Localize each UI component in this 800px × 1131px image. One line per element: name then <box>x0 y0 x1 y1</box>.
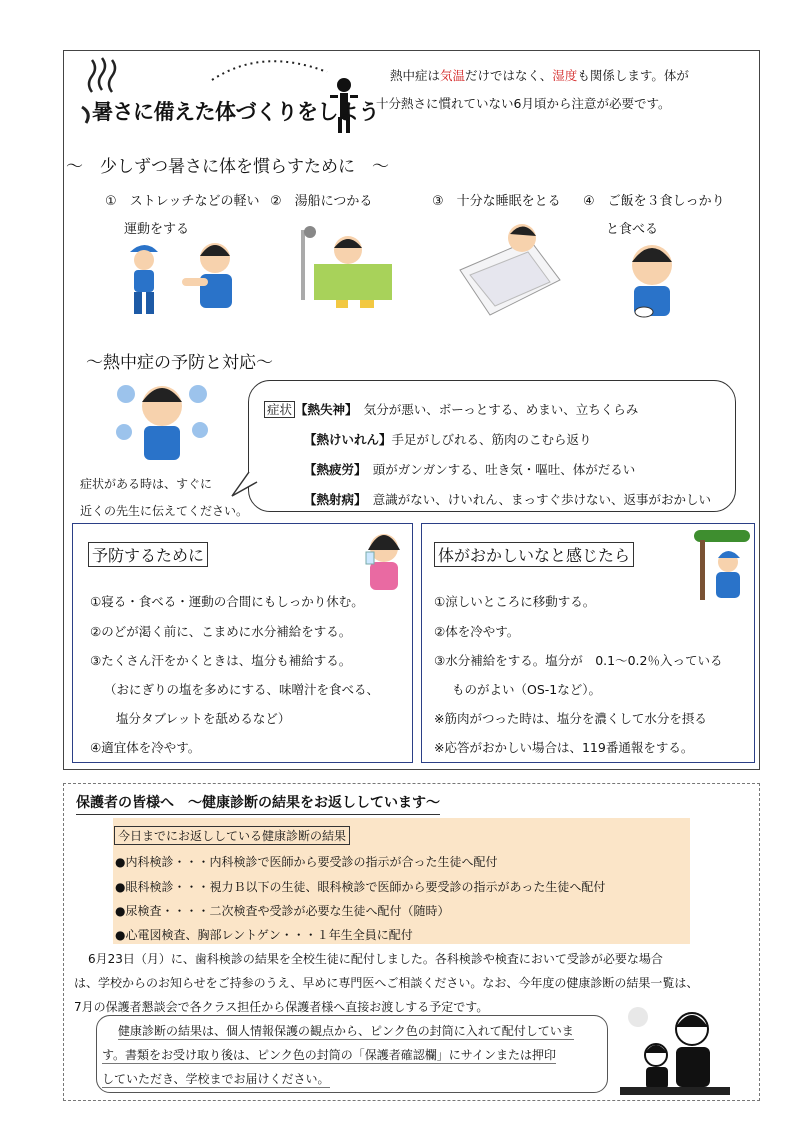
symptom-row-1: 症状 【熱失神】 気分が悪い、ボーっとする、めまい、立ちくらみ <box>264 400 638 418</box>
notice-paragraph-line-3: 7月の保護者懇談会で各クラス担任から保護者様へ直接お渡しする予定です。 <box>74 1000 489 1014</box>
results-box-heading: 今日までにお返ししている健康診断の結果 <box>114 826 350 845</box>
response-line-4: ものがよい（OS-1など）。 <box>452 682 601 697</box>
side-note-line-2: 近くの先生に伝えてください。 <box>80 504 249 518</box>
intro-line-1: 熱中症は気温だけではなく、湿度も関係します。体が <box>390 68 689 83</box>
results-item-4: ●心電図検査、胸部レントゲン・・・１年生全員に配付 <box>115 928 413 942</box>
shower-icon <box>301 226 316 300</box>
boy-stretching-icon <box>182 243 232 308</box>
response-title: 体がおかしいなと感じたら <box>434 542 634 567</box>
response-line-6: ※応答がおかしい場合は、119番通報をする。 <box>434 740 694 755</box>
prevention-line-3: ③たくさん汗をかくときは、塩分も補給する。 <box>90 653 352 668</box>
symptom-row-2: 【熱けいれん】手足がしびれる、筋肉のこむら返り <box>304 432 592 447</box>
response-line-5: ※筋肉がつった時は、塩分を濃くして水分を摂る <box>434 711 707 726</box>
boy-bathing-icon <box>314 236 392 308</box>
girl-drinking-icon <box>360 530 408 592</box>
prevention-title: 予防するために <box>88 542 208 567</box>
dotted-arc <box>212 61 327 80</box>
prevention-line-2: ②のどが渇く前に、こまめに水分補給をする。 <box>90 624 352 639</box>
symptom-tag: 症状 <box>264 401 295 418</box>
acclimation-item-4: ④ ご飯を３食しっかり <box>583 194 725 209</box>
notice-paragraph-line-1: 6月23日（月）に、歯科検診の結果を全校生徒に配付しました。各科検診や検査において受診が必要な場合 <box>88 952 663 966</box>
heat-wave-icon <box>89 58 115 92</box>
acclimation-item-1: ① ストレッチなどの軽い <box>105 194 260 209</box>
acclimation-item-1-cont: 運動をする <box>124 222 190 237</box>
resting-boy-icon <box>694 530 750 606</box>
prevention-line-6: ④適宜体を冷やす。 <box>90 740 201 755</box>
stretch-illustration <box>120 238 250 320</box>
bath-illustration <box>296 222 396 312</box>
privacy-note-line-1: 健康診断の結果は、個人情報保護の観点から、ピンク色の封筒に入れて配付していま <box>118 1024 574 1038</box>
privacy-note-line-2: す。書類をお受け取り後は、ピンク色の封筒の「保護者確認欄」にサインまたは押印 <box>102 1048 556 1062</box>
sleep-illustration <box>450 220 565 320</box>
prevention-line-4: （おにぎりの塩を多めにする、味噌汁を食べる、 <box>104 682 380 697</box>
parent-and-child-icon <box>620 1007 730 1095</box>
prevention-line-1: ①寝る・食べる・運動の合間にもしっかり休む。 <box>90 594 364 609</box>
boy-walking-icon <box>130 245 158 314</box>
sick-boy-illustration <box>112 374 212 464</box>
bubble-tail <box>230 470 260 500</box>
response-line-2: ②体を冷やす。 <box>434 624 520 639</box>
symptom-row-4: 【熱射病】 意識がない、けいれん、まっすぐ歩けない、返事がおかしい <box>304 492 712 507</box>
results-item-1: ●内科検診・・・内科検診で医師から要受診の指示が合った生徒へ配付 <box>115 855 498 869</box>
acclimation-item-2: ② 湯船につかる <box>270 194 373 209</box>
symptom-row-3: 【熱疲労】 頭がガンガンする、吐き気・嘔吐、体がだるい <box>304 462 636 477</box>
intro-line-2: 十分熱さに慣れていない6月頃から注意が必要です。 <box>376 96 671 111</box>
privacy-note-line-3: していただき、学校までお届けください。 <box>102 1072 330 1086</box>
prevention-line-5: 塩分タブレットを舐めるなど） <box>116 711 291 726</box>
page-title: 暑さに備えた体づくりをしよう <box>92 100 379 124</box>
results-item-3: ●尿検査・・・・二次検査や受診が必要な生徒へ配付（随時） <box>115 904 450 918</box>
eating-illustration <box>622 240 682 320</box>
response-line-1: ①涼しいところに移動する。 <box>434 594 596 609</box>
results-item-2: ●眼科検診・・・視力Ｂ以下の生徒、眼科検診で医師から要受診の指示があった生徒へ配付 <box>115 880 606 894</box>
heatstroke-heading: ～熱中症の予防と対応～ <box>86 353 273 373</box>
response-line-3: ③水分補給をする。塩分が 0.1～0.2％入っている <box>434 653 723 668</box>
acclimation-item-4-cont: と食べる <box>606 222 659 237</box>
dizzy-boy-icon <box>116 385 208 460</box>
side-note-line-1: 症状がある時は、すぐに <box>80 477 213 491</box>
boy-sleeping-icon <box>460 224 560 315</box>
boy-eating-icon <box>632 245 672 317</box>
notice-title: 保護者の皆様へ ～健康診断の結果をお返ししています～ <box>76 792 440 815</box>
parent-child-illustration <box>620 1005 730 1097</box>
acclimation-item-3: ③ 十分な睡眠をとる <box>432 194 561 209</box>
notice-paragraph-line-2: は、学校からのお知らせをご持参のうえ、早めに専門医へご相談ください。なお、今年度の健康診断の結果一覧は、 <box>74 976 699 990</box>
acclimation-heading: ～ 少しずつ暑さに体を慣らすために ～ <box>66 157 389 177</box>
